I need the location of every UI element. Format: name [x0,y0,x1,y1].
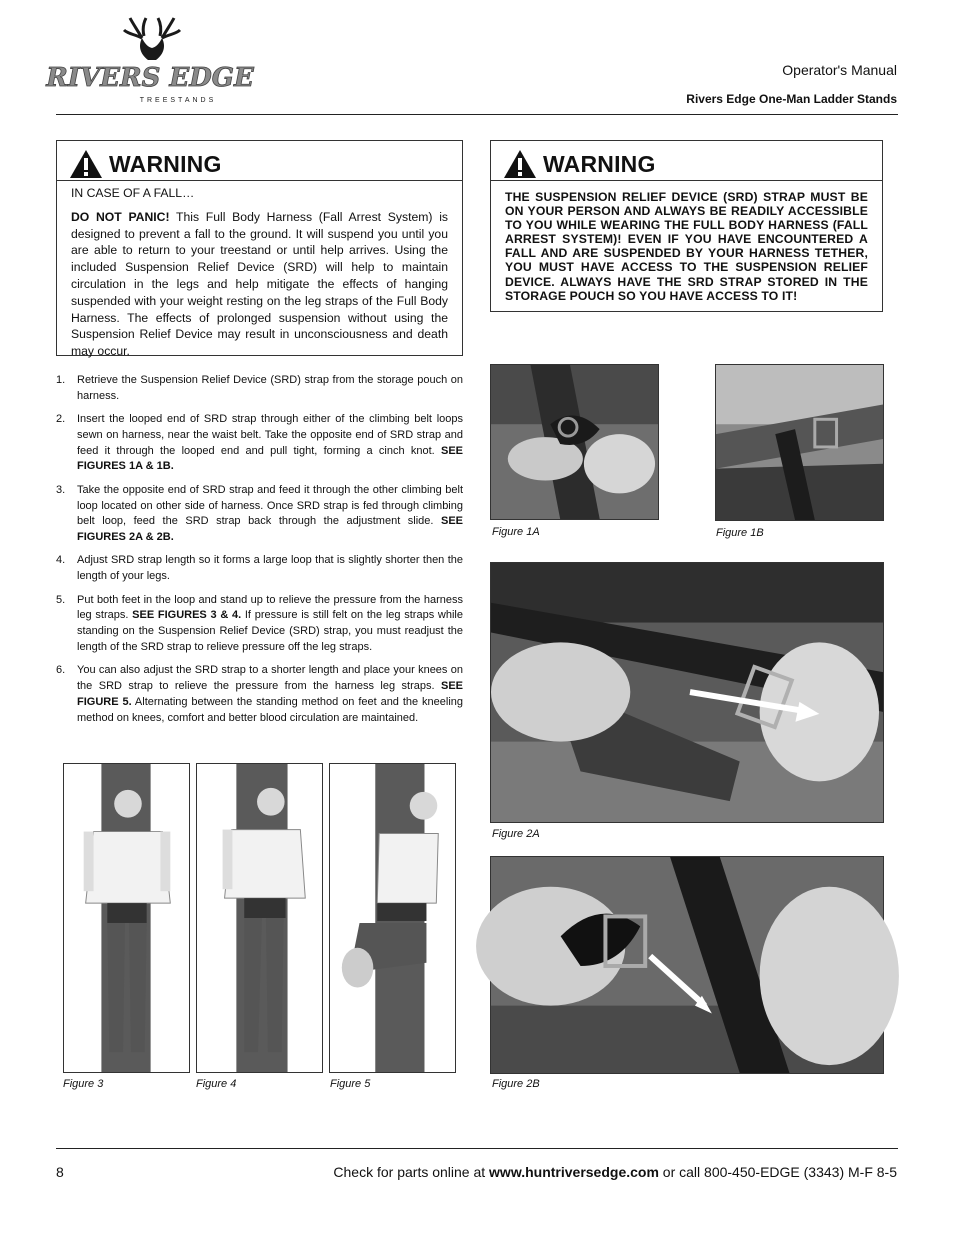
step-item [56,412,463,475]
figure-4-photo [196,763,323,1073]
warning-box-srd [490,140,883,312]
warning-title: WARNING [543,150,656,177]
step-item [56,373,463,405]
logo-wordmark: RIVERS EDGE [46,63,254,93]
step-body: You can also adjust the SRD strap to a shorter length and place your knees on the SRD strap to relieve the pressure from the harness leg straps. [77,664,463,693]
figure-3-photo [63,763,190,1073]
step-text [77,663,463,726]
warning-divider [491,180,882,181]
footer-pre: Check for parts online at [333,1164,490,1180]
step-body: Insert the looped end of SRD strap through either of the climbing belt loops sewn on harness, near the waist belt. Take the opposite end of SRD strap and feed it through the looped end and pull tight, forming a cinch knot. [77,413,463,457]
warning-heading [503,149,656,179]
step-item [56,483,463,546]
warning-paragraph [71,209,448,360]
step-body-cont: If pressure is still felt on the leg straps while standing on the Suspension Relief Device (SRD) strap, you must readjust the length of the SRD strap to relieve pressure off the leg straps. [77,609,463,653]
header-divider [56,114,898,115]
step-item [56,553,463,585]
figure-2b-photo [490,856,884,1074]
figure-caption: Figure 1A [492,526,540,538]
warning-box-fall [56,140,463,359]
warning-triangle-icon [69,149,103,179]
warning-heading [69,149,222,179]
figure-caption: Figure 2A [492,828,540,840]
warning-body [71,185,448,367]
footer-url-link[interactable]: www.huntriversedge.com [489,1164,659,1180]
step-number: 5. [56,593,66,606]
step-number: 3. [56,483,66,496]
footer-divider [56,1148,898,1149]
step-text [77,373,463,405]
figure-caption: Figure 1B [716,527,764,539]
step-reference: SEE FIGURES 3 & 4. [132,609,242,622]
rivers-edge-logo [46,14,254,106]
step-text [77,553,463,585]
logo-subtext: TREESTANDS [139,97,217,104]
step-body: Put both feet in the loop and stand up to relieve the pressure from the harness leg straps. [77,593,463,622]
warning-intro: IN CASE OF A FALL… [71,186,195,200]
step-item [56,593,463,656]
step-reference: SEE FIGURE 5. [77,680,463,708]
figure-1b-photo [715,364,884,521]
figure-caption: Figure 3 [63,1078,104,1090]
step-text [77,412,463,475]
figure-1a-photo [490,364,659,520]
warning-triangle-icon [503,149,537,179]
warning-lead: DO NOT PANIC! [71,209,170,224]
warning-title: WARNING [109,150,222,177]
warning-body: THE SUSPENSION RELIEF DEVICE (SRD) STRAP MUST BE ON YOUR PERSON AND ALWAYS BE READILY ACCESSIBLE TO YOU WHILE WEARING THE FULL BODY HARNESS (FALL ARREST SYSTEM)! EVEN IF YOU HAVE ENCOUNTERED A FALL AND ARE SUSPENDED BY YOUR HARNESS TETHER, YOU MUST HAVE ACCESS TO THE SUSPENSION RELIEF DEVICE. ALWAYS HAVE THE SRD STRAP STORED IN THE STORAGE POUCH SO YOU HAVE ACCESS TO IT! [505,190,868,303]
step-reference: SEE FIGURES 2A & 2B. [77,515,463,544]
figure-2a-photo [490,562,884,823]
page-number: 8 [56,1164,64,1180]
step-body: Retrieve the Suspension Relief Device (SRD) strap from the storage pouch on harness. [77,374,463,402]
step-item [56,663,463,726]
step-number: 1. [56,374,66,386]
step-text [77,593,463,656]
header-model-name: Rivers Edge One-Man Ladder Stands [686,92,897,106]
figure-5-photo [329,763,456,1073]
figure-caption: Figure 4 [196,1078,237,1090]
warning-text: This Full Body Harness (Fall Arrest System) is designed to prevent a fall to the ground. It will suspend you until you are able to return to your treestand or until help arrives. Using the included Suspension Relief Device (SRD) will help to maintain circulation in the legs and help mitigate the effects of hanging suspended with your weight resting on the leg straps of the Full Body Harness. The effects of prolonged suspension without using the Suspension Relief Device may result in unconsciousness and death may occur. [71,209,448,359]
footer-text [333,1164,897,1180]
step-text [77,483,463,546]
step-body: Adjust SRD strap length so it forms a large loop that is slightly shorter then the length of your legs. [77,554,463,583]
step-reference: SEE FIGURES 1A & 1B. [77,444,463,473]
instruction-steps [56,373,463,734]
step-body-cont: Alternating between the standing method on feet and the kneeling method on knees, comfort and better blood circulation are maintained. [77,695,463,724]
step-number: 6. [56,664,66,677]
warning-divider [57,180,462,181]
step-body: Take the opposite end of SRD strap and feed it through the other climbing belt loop located on other side of harness. Once SRD strap is fed through climbing belt loop, feed the SRD strap back through the adjustment slide. [77,483,463,528]
step-number: 4. [56,554,66,567]
figure-caption: Figure 2B [492,1078,540,1090]
deer-head-icon [124,18,180,60]
header-manual-title: Operator's Manual [782,62,897,78]
footer-post: or call 800-450-EDGE (3343) M-F 8-5 [658,1164,897,1180]
figure-caption: Figure 5 [330,1078,371,1090]
step-number: 2. [56,413,66,426]
